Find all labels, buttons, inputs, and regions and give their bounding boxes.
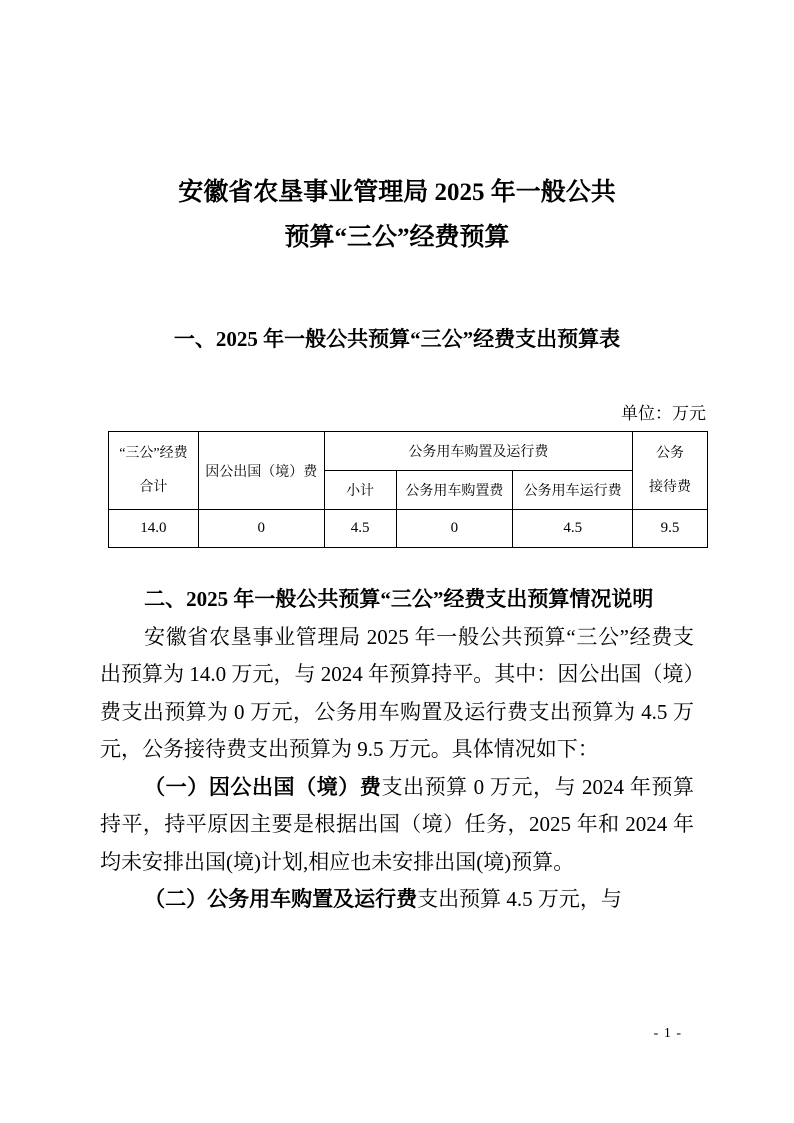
paragraph-abroad xyxy=(100,769,694,882)
paragraph-vehicle-body: 支出预算 4.5 万元，与 xyxy=(417,887,622,911)
table-header-vehicle-group: 公务用车购置及运行费 xyxy=(324,432,632,471)
paragraph-overview: 安徽省农垦事业管理局 2025 年一般公共预算“三公”经费支出预算为 14.0 万元，与 2024 年预算持平。其中：因公出国（境）费支出预算为 0 万元，公务用车购置及运行费支出预算为 4.5 万元，公务接待费支出预算为 9.5 万元。具体情况如下： xyxy=(100,624,694,761)
paragraph-vehicle xyxy=(100,881,694,919)
budget-table xyxy=(108,431,708,548)
table-cell-reception: 9.5 xyxy=(633,510,708,548)
document-body xyxy=(100,581,694,919)
table-header-total xyxy=(109,432,199,510)
table-cell-subtotal: 4.5 xyxy=(324,510,396,548)
table-header-reception-line1: 公务 xyxy=(656,445,685,461)
document-title-line2: 预算“三公”经费预算 xyxy=(284,224,510,251)
table-cell-total: 14.0 xyxy=(109,510,199,548)
table-header-reception-line2: 接待费 xyxy=(649,479,692,495)
paragraph-abroad-lead: （一）因公出国（境）费 xyxy=(144,774,382,799)
unit-label: 单位：万元 xyxy=(621,404,706,423)
table-header-total-line1: “三公”经费 xyxy=(119,445,188,461)
table-header-purchase: 公务用车购置费 xyxy=(396,471,513,510)
table-cell-purchase: 0 xyxy=(396,510,513,548)
table-header-reception xyxy=(633,432,708,510)
section1-heading: 一、2025 年一般公共预算“三公”经费支出预算表 xyxy=(173,327,621,351)
table-header-operation: 公务用车运行费 xyxy=(513,471,633,510)
document-title xyxy=(100,170,694,260)
document-title-line1: 安徽省农垦事业管理局 2025 年一般公共 xyxy=(178,179,616,206)
table-header-abroad: 因公出国（境）费 xyxy=(198,432,324,510)
section2-heading: 二、2025 年一般公共预算“三公”经费支出预算情况说明 xyxy=(144,587,654,611)
table-header-total-line2: 合计 xyxy=(139,479,168,495)
table-header-subtotal: 小计 xyxy=(324,471,396,510)
budget-table-block xyxy=(108,402,708,548)
paragraph-abroad-body: 支出预算 0 万元，与 2024 年预算持平，持平原因主要是根据出国（境）任务，2025 年和 2024 年均未安排出国(境)计划,相应也未安排出国(境)预算。 xyxy=(100,774,695,874)
paragraph-vehicle-lead: （二）公务用车购置及运行费 xyxy=(144,887,418,911)
table-cell-operation: 4.5 xyxy=(513,510,633,548)
table-cell-abroad: 0 xyxy=(198,510,324,548)
page-number: - 1 - xyxy=(653,1026,682,1041)
table-data-row xyxy=(109,510,708,548)
